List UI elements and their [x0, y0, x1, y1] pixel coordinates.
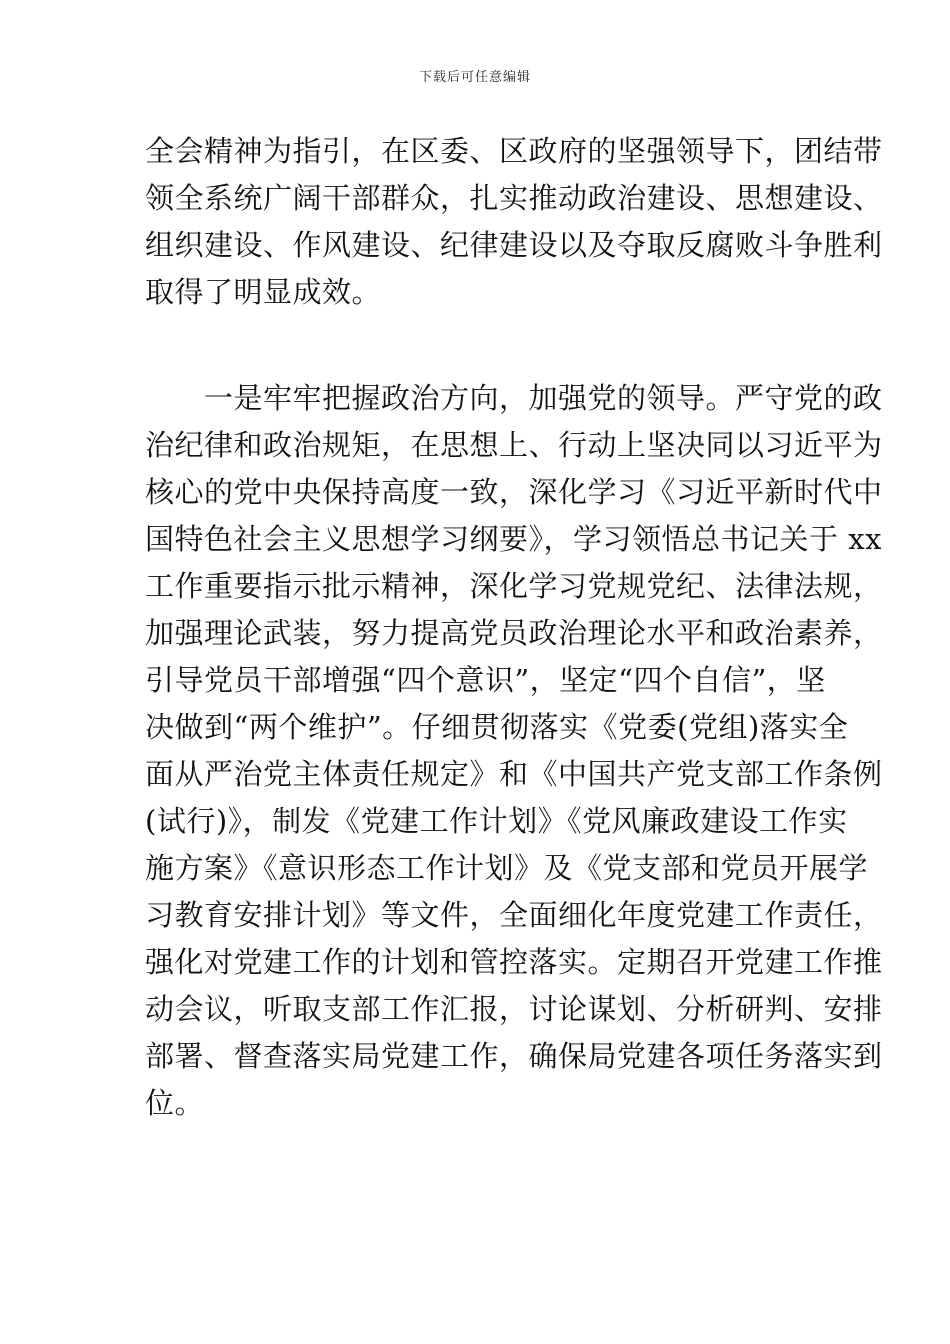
paragraph-line: 决做到“两个维护”。仔细贯彻落实《党委(党组)落实全 — [145, 710, 849, 744]
paragraph-line: 面从严治党主体责任规定》和《中国共产党支部工作条例 — [145, 757, 883, 791]
paragraph-line: 一是牢牢把握政治方向，加强党的领导。严守党的政 — [145, 381, 883, 415]
paragraph-line: 强化对党建工作的计划和管控落实。定期召开党建工作推 — [145, 945, 883, 979]
paragraph-line: 部署、督查落实局党建工作，确保局党建各项任务落实到 — [145, 1039, 883, 1073]
paragraph-line: 取得了明显成效。 — [145, 275, 382, 309]
paragraph-line: 领全系统广阔干部群众，扎实推动政治建设、思想建设、 — [145, 181, 883, 215]
paragraph-line: 组织建设、作风建设、纪律建设以及夺取反腐败斗争胜利 — [145, 228, 883, 262]
paragraph-line: 动会议，听取支部工作汇报，讨论谋划、分析研判、安排 — [145, 992, 883, 1026]
paragraph-line: 核心的党中央保持高度一致，深化学习《习近平新时代中 — [145, 475, 883, 509]
paragraph-line: 工作重要指示批示精神，深化学习党规党纪、法律法规， — [145, 569, 883, 603]
paragraph-1 — [145, 128, 883, 316]
paragraph-line: 加强理论武装，努力提高党员政治理论水平和政治素养， — [145, 616, 883, 650]
paragraph-line: (试行)》，制发《党建工作计划》《党风廉政建设工作实 — [145, 804, 848, 838]
paragraph-2 — [145, 375, 883, 1127]
paragraph-line: 位。 — [145, 1086, 205, 1120]
paragraph-line: 治纪律和政治规矩，在思想上、行动上坚决同以习近平为 — [145, 428, 883, 462]
paragraph-line: 习教育安排计划》等文件，全面细化年度党建工作责任， — [145, 898, 883, 932]
paragraph-line: 国特色社会主义思想学习纲要》，学习领悟总书记关于 xx — [145, 522, 882, 556]
paragraph-line: 施方案》《意识形态工作计划》及《党支部和党员开展学 — [145, 851, 869, 885]
paragraph-line: 引导党员干部增强“四个意识”，坚定“四个自信”，坚 — [145, 663, 826, 697]
header-note: 下载后可任意编辑 — [418, 70, 531, 85]
paragraph-line: 全会精神为指引，在区委、区政府的坚强领导下，团结带 — [145, 134, 883, 168]
